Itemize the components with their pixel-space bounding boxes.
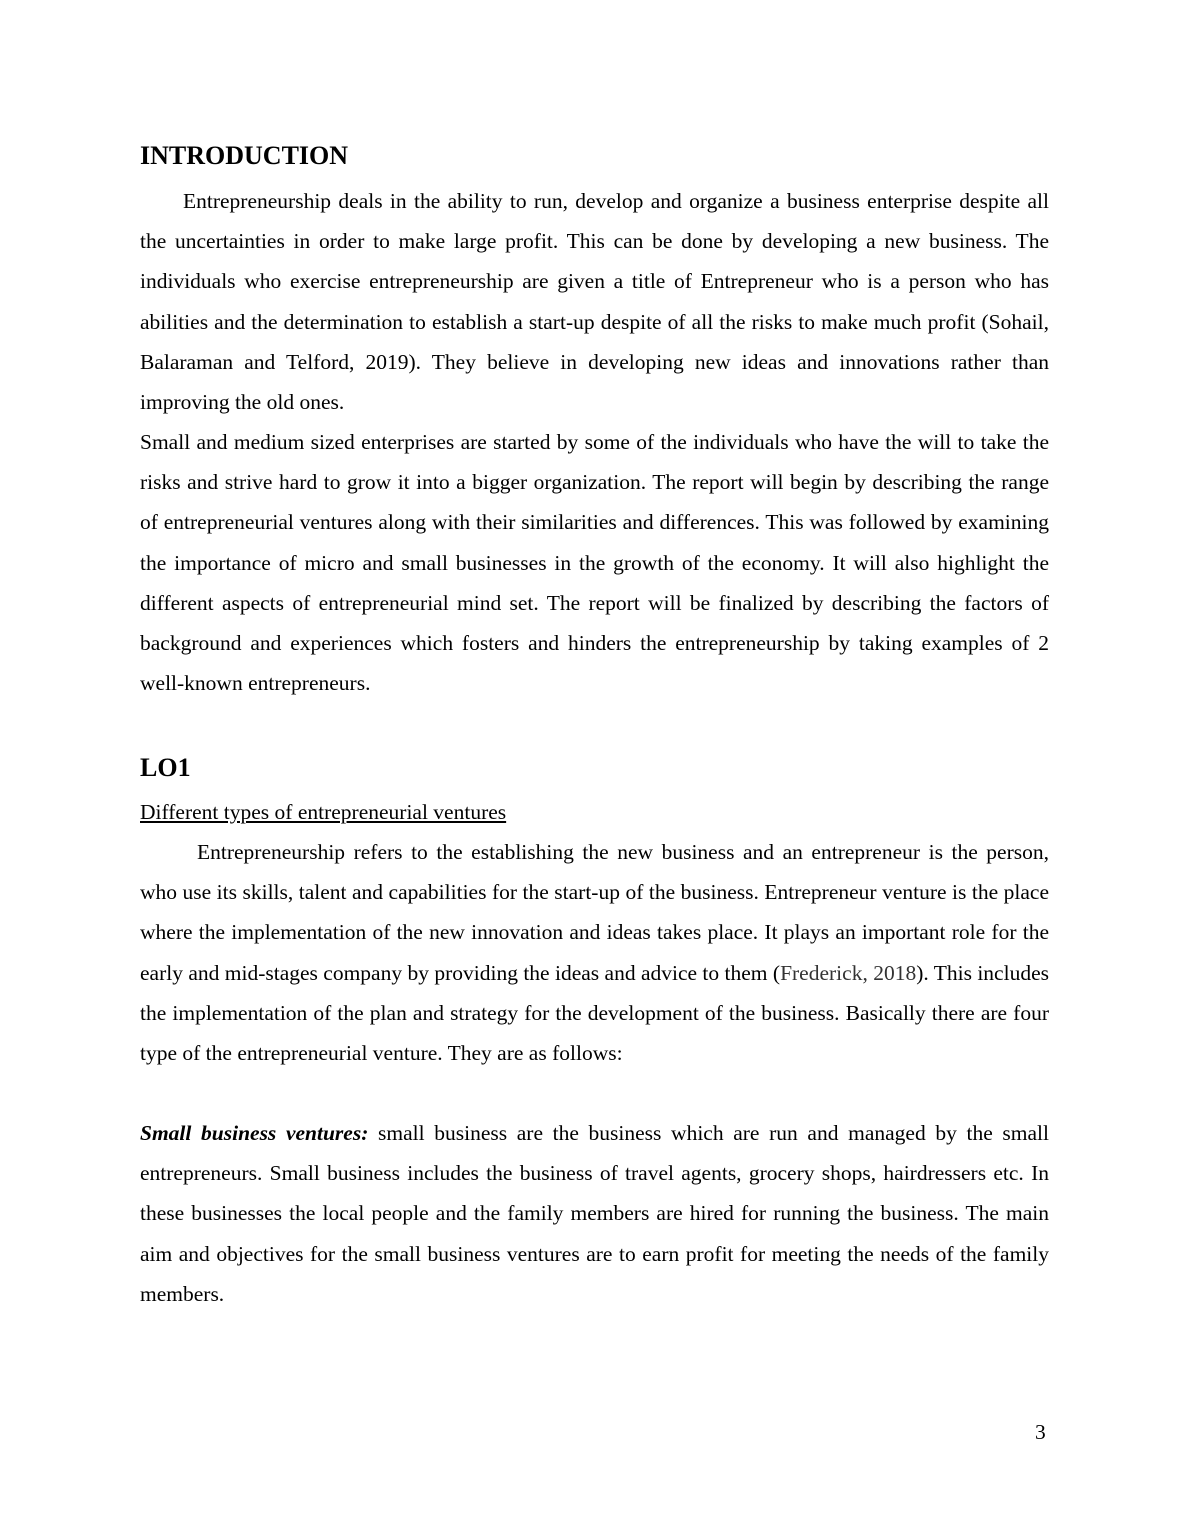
page-number: 3	[1035, 1420, 1046, 1444]
lo1-paragraph-1-text-b: ). This includes the implementation of the plan and strategy for the development of the business. Basically there are four type of the entrepreneurial venture. They are as follows:	[140, 960, 1049, 1066]
lo1-heading: LO1	[140, 753, 191, 782]
small-business-term: Small business ventures:	[140, 1121, 369, 1145]
introduction-paragraph-1: Entrepreneurship deals in the ability to run, develop and organize a business enterprise despite all the uncertainties in order to make large profit. This can be done by developing a new business. The individuals who exercise entrepreneurship are given a title of Entrepreneur who is a person who has abilities and the determination to establish a start-up despite of all the risks to make much profit (Sohail, Balaraman and Telford, 2019). They believe in developing new ideas and innovations rather than improving the old ones.	[140, 189, 1049, 415]
citation-frederick: Frederick, 2018	[780, 960, 917, 985]
lo1-subheading: Different types of entrepreneurial ventures	[140, 800, 507, 824]
lo1-paragraph-1-text-a: Entrepreneurship refers to the establishing the new business and an entrepreneur is the person, who use its skills, talent and capabilities for the start-up of the business. Entrepreneur venture is the place where the implementation of the new innovation and ideas takes place. It plays an important role for the early and mid-stages company by providing the ideas and advice to them (	[140, 840, 1049, 985]
introduction-paragraph-2: Small and medium sized enterprises are started by some of the individuals who have the will to take the risks and strive hard to grow it into a bigger organization. The report will begin by describing the range of entrepreneurial ventures along with their similarities and differences. This was followed by examining the importance of micro and small businesses in the growth of the economy. It will also highlight the different aspects of entrepreneurial mind set. The report will be finalized by describing the factors of background and experiences which fosters and hinders the entrepreneurship by taking examples of 2 well-known entrepreneurs.	[140, 430, 1049, 696]
introduction-heading: INTRODUCTION	[140, 141, 349, 170]
small-business-text: small business are the business which are run and managed by the small entrepreneurs. Small business includes the business of travel agents, grocery shops, hairdressers etc. In these businesses the local people and the family members are hired for running the business. The main aim and objectives for the small business ventures are to earn profit for meeting the needs of the family members.	[140, 1121, 1049, 1306]
lo1-paragraph-1	[140, 832, 1049, 1073]
small-business-paragraph	[140, 1113, 1049, 1314]
